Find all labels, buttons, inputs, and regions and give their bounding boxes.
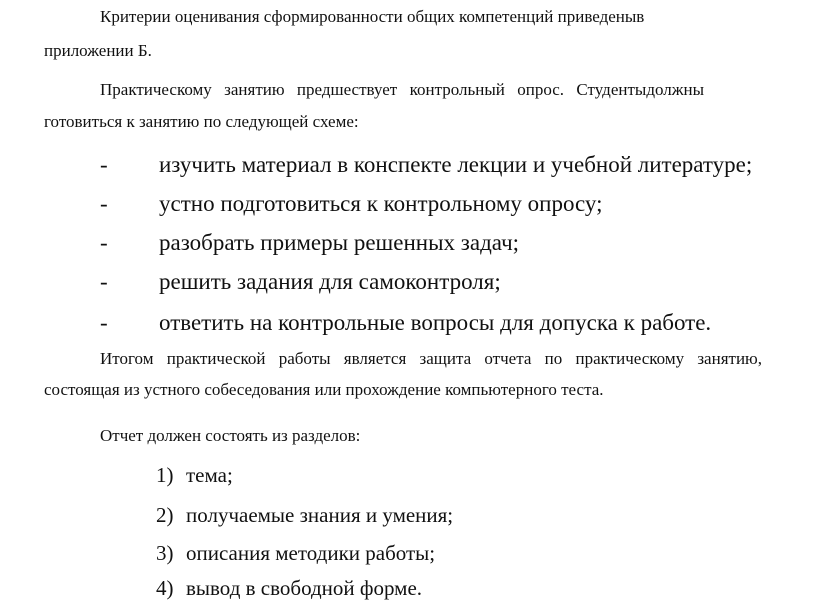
section-number: 2) [156,503,174,527]
section-number: 4) [156,576,174,600]
bullet-marker: - [100,269,108,294]
criteria-paragraph-line-1: Критерии оценивания сформированности общих компетенций приведеныв [100,7,645,26]
section-text: тема; [186,463,233,487]
bullet-text: ответить на контрольные вопросы для допуска к работе. [159,310,712,335]
criteria-paragraph-line-2: приложении Б. [44,41,152,60]
practice-paragraph-line-1: Практическому занятию предшествует контрольный опрос. Студентыдолжны [100,80,704,99]
bullet-marker: - [100,230,108,255]
bullet-text: изучить материал в конспекте лекции и учебной литературе; [159,152,753,177]
bullet-marker: - [100,152,108,177]
section-text: получаемые знания и умения; [186,503,454,527]
section-text: вывод в свободной форме. [186,576,423,600]
bullet-text: устно подготовиться к контрольному опросу; [159,191,603,216]
bullet-marker: - [100,310,108,335]
bullet-marker: - [100,191,108,216]
report-intro: Отчет должен состоять из разделов: [100,426,361,445]
result-paragraph-line-2: состоящая из устного собеседования или прохождение компьютерного теста. [44,380,604,399]
section-number: 3) [156,541,174,565]
section-number: 1) [156,463,174,487]
section-text: описания методики работы; [186,541,436,565]
practice-paragraph-line-2: готовиться к занятию по следующей схеме: [44,112,359,131]
bullet-text: решить задания для самоконтроля; [159,269,501,294]
bullet-text: разобрать примеры решенных задач; [159,230,520,255]
result-paragraph-line-1: Итогом практической работы является защита отчета по практическому занятию, [100,349,762,368]
